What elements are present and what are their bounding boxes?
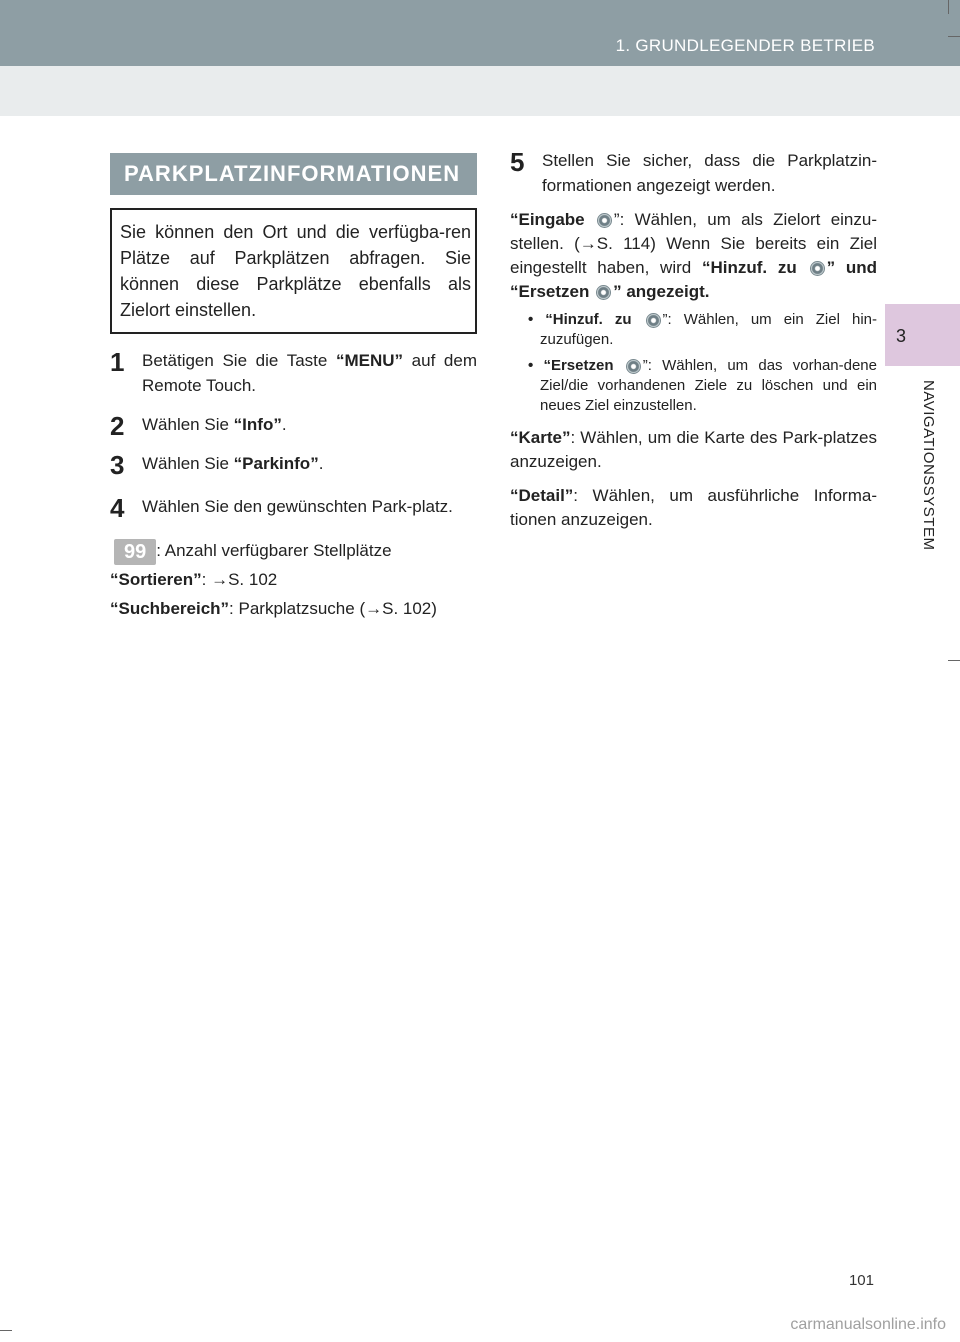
step-number: 3 [110,450,125,480]
karte-paragraph: “Karte”: Wählen, um die Karte des Park-platzes anzuzeigen. [510,428,877,471]
destination-icon [646,313,661,328]
button-ref: “Info” [233,415,282,434]
step-4: 4 Wählen Sie den gewünschten Park-platz. [110,493,453,523]
crop-mark [948,36,960,37]
sub-item-ersetzen: • “Ersetzen ”: Wählen, um das vorhan-dene Ziel/die vorhandenen Ziele zu löschen und ein neues Ziel einzustellen. [528,357,877,414]
right-column [510,148,877,532]
eingabe-paragraph: “Eingabe ”: Wählen, um als Zielort einzu-stellen. (→S. 114) Wenn Sie bereits ein Ziel eingestellt haben, wird “Hinzuf. zu ” und “Ersetzen ” angezeigt. [510,210,877,301]
crop-mark [948,660,960,661]
step-2: 2 Wählen Sie “Info”. [110,411,287,441]
destination-icon [810,261,825,276]
header-band [0,0,960,66]
crop-mark [0,1330,12,1331]
header-subband [0,66,960,116]
available-spaces-badge: 99 [114,539,156,565]
page-number: 101 [848,1272,874,1289]
step-5: 5 Stellen Sie sicher, dass die Parkplatzin-formationen angezeigt werden. [510,147,877,195]
sub-item-hinzuf: • “Hinzuf. zu ”: Wählen, um ein Ziel hin-zuzufügen. [528,311,877,348]
sort-line: “Sortieren”: →S. 102 [110,569,278,589]
detail-paragraph: “Detail”: Wählen, um ausführliche Informa-tionen anzuzeigen. [510,486,877,529]
left-column [110,153,477,623]
destination-icon [626,359,641,374]
crop-mark [948,0,949,14]
step-number: 1 [110,347,125,377]
chapter-tab-number: 3 [896,326,907,346]
button-ref: “MENU” [335,351,404,370]
step-number: 4 [110,493,125,523]
badge-line: 99 : Anzahl verfügbarer Stellplätze [110,537,477,565]
destination-icon [597,213,612,228]
chapter-side-label: NAVIGATIONSSYSTEM [920,380,937,551]
destination-icon [596,285,611,300]
step-number: 2 [110,411,125,441]
step-number: 5 [510,147,525,177]
section-title: PARKPLATZINFORMATIONEN [110,153,477,195]
intro-box: Sie können den Ort und die verfügba-ren Plätze auf Parkplätzen abfragen. Sie können diese Parkplätze ebenfalls als Zielort einstellen. [110,208,477,334]
step-1: 1 Betätigen Sie die Taste “MENU” auf dem Remote Touch. [110,347,478,395]
button-ref: “Parkinfo” [233,454,319,473]
step-3: 3 Wählen Sie “Parkinfo”. [110,450,324,480]
watermark: carmanualsonline.info [790,1316,946,1333]
search-line: “Suchbereich”: Parkplatzsuche (→S. 102) [110,598,437,618]
chapter-title: 1. GRUNDLEGENDER BETRIEB [615,36,875,55]
